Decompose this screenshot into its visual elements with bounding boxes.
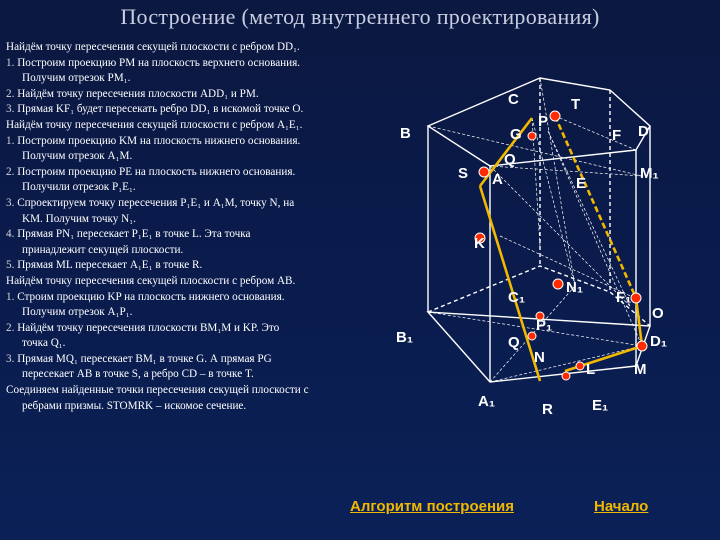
text-line bbox=[6, 367, 394, 383]
line-number: 1. bbox=[6, 290, 15, 303]
text-line bbox=[6, 212, 394, 228]
line-number: 5. bbox=[6, 259, 15, 272]
line-text: принадлежит секущей плоскости. bbox=[22, 243, 184, 256]
point-s bbox=[479, 167, 489, 177]
label-o: O bbox=[652, 305, 664, 322]
point-f1-o bbox=[631, 293, 641, 303]
point-n1 bbox=[553, 279, 563, 289]
label-n: N bbox=[534, 349, 545, 366]
line-text: Построим проекцию PM на плоскость верхнего основания. bbox=[17, 56, 301, 69]
line-number: 3. bbox=[6, 352, 15, 365]
text-line bbox=[6, 336, 394, 352]
line-text: KM. Получим точку N₁. bbox=[22, 212, 136, 225]
label-b1: B₁ bbox=[396, 329, 414, 346]
label-k: K bbox=[474, 235, 485, 252]
point-p bbox=[550, 111, 560, 121]
line-number: 3. bbox=[6, 196, 15, 209]
line-text: Найдём точку пересечения секущей плоскости с ребром AB. bbox=[6, 274, 296, 287]
line-text: Построим проекцию PE на плоскость нижнего основания. bbox=[17, 165, 296, 178]
point-m bbox=[637, 341, 647, 351]
point-l bbox=[576, 362, 584, 370]
label-n1: N₁ bbox=[566, 279, 584, 296]
point-g bbox=[528, 132, 536, 140]
label-a: A bbox=[492, 171, 503, 188]
line-number: 2. bbox=[6, 165, 15, 178]
text-line bbox=[6, 118, 394, 134]
label-b: B bbox=[400, 125, 411, 142]
text-line bbox=[6, 274, 394, 290]
start-link[interactable]: Начало bbox=[594, 498, 649, 515]
text-line bbox=[6, 258, 394, 274]
point-q-bottom bbox=[528, 332, 536, 340]
line-text: Прямая KF₁ будет пересекать ребро DD₁ в искомой точке O. bbox=[17, 103, 304, 116]
line-text: Прямая ML пересекает A₁E₁ в точке R. bbox=[17, 259, 203, 272]
label-e: E bbox=[576, 175, 587, 192]
label-t: T bbox=[571, 96, 581, 113]
label-m: M bbox=[634, 361, 647, 378]
line-number: 1. bbox=[6, 134, 15, 147]
section-kr bbox=[480, 186, 540, 381]
text-line bbox=[6, 399, 394, 415]
label-l: L bbox=[586, 361, 596, 378]
text-line bbox=[6, 56, 394, 72]
text-line bbox=[6, 71, 394, 87]
line-text: Соединяем найденные точки пересечения секущей плоскости с bbox=[6, 384, 309, 397]
text-line bbox=[6, 383, 394, 399]
text-line bbox=[6, 227, 394, 243]
label-a1: A₁ bbox=[478, 393, 496, 410]
label-d1: D₁ bbox=[650, 333, 668, 350]
line-number: 2. bbox=[6, 321, 15, 334]
line-text: Найдём точку пересечения плоскости BM₁M и KP. Это bbox=[17, 321, 280, 334]
label-q: Q bbox=[504, 151, 516, 168]
label-g: G bbox=[510, 126, 522, 143]
line-text: Получим отрезок A₁M. bbox=[22, 150, 133, 163]
label-c1: C₁ bbox=[508, 289, 526, 306]
line-text: Найдём точку пересечения плоскости ADD₁ и PM. bbox=[17, 87, 259, 100]
label-m1: M₁ bbox=[640, 165, 659, 182]
label-p: P bbox=[538, 113, 549, 130]
point-r bbox=[562, 372, 570, 380]
text-line bbox=[6, 321, 394, 337]
label-f: F bbox=[612, 127, 622, 144]
line-text: Строим проекцию KP на плоскость нижнего основания. bbox=[17, 290, 285, 303]
text-line bbox=[6, 165, 394, 181]
text-line bbox=[6, 87, 394, 103]
line-text: Получили отрезок P₁E₁. bbox=[22, 181, 136, 194]
line-text: ребрами призмы. STOMRK – искомое сечение. bbox=[22, 399, 247, 412]
label-e1: E₁ bbox=[592, 397, 609, 414]
text-line bbox=[6, 243, 394, 259]
text-block bbox=[6, 40, 394, 414]
text-line bbox=[6, 134, 394, 150]
label-p1: P₁ bbox=[536, 317, 553, 334]
line-text: Прямая PN₁ пересекает P₁E₁ в точке L. Эта точка bbox=[17, 228, 251, 241]
label-q-bottom: Q bbox=[508, 334, 520, 351]
text-line bbox=[6, 196, 394, 212]
text-line bbox=[6, 290, 394, 306]
text-line bbox=[6, 180, 394, 196]
line-text: Спроектируем точку пересечения P₁E₁ и A₁M, точку N, на bbox=[17, 196, 295, 209]
text-line bbox=[6, 102, 394, 118]
text-line bbox=[6, 149, 394, 165]
line-text: Найдём точку пересечения секущей плоскости с ребром A₁E₁. bbox=[6, 118, 303, 131]
line-number: 2. bbox=[6, 87, 15, 100]
section-to bbox=[555, 116, 636, 298]
line-number: 4. bbox=[6, 228, 15, 241]
label-c: C bbox=[508, 91, 519, 108]
algorithm-link[interactable]: Алгоритм построения bbox=[350, 498, 514, 515]
label-f1: F₁ bbox=[616, 289, 632, 306]
label-d: D bbox=[638, 123, 649, 140]
label-r: R bbox=[542, 401, 553, 416]
line-text: Получим отрезок PM₁. bbox=[22, 72, 131, 85]
text-line bbox=[6, 305, 394, 321]
line-text: Построим проекцию KM на плоскость нижнего основания. bbox=[17, 134, 301, 147]
line-text: Получим отрезок A₁P₁. bbox=[22, 306, 133, 319]
line-text: точка Q₁. bbox=[22, 337, 66, 350]
line-text: пересекает AB в точке S, а ребро CD – в точке T. bbox=[22, 368, 254, 381]
slide-title: Построение (метод внутреннего проектирования) bbox=[120, 4, 600, 29]
text-line bbox=[6, 40, 394, 56]
label-s: S bbox=[458, 165, 469, 182]
text-line bbox=[6, 352, 394, 368]
prism-diagram bbox=[380, 76, 720, 416]
line-number: 1. bbox=[6, 56, 15, 69]
line-text: Найдём точку пересечения секущей плоскости с ребром DD₁. bbox=[6, 41, 300, 53]
line-number: 3. bbox=[6, 103, 15, 116]
line-text: Прямая MQ₁ пересекает BM₁ в точке G. А прямая PG bbox=[17, 352, 272, 365]
